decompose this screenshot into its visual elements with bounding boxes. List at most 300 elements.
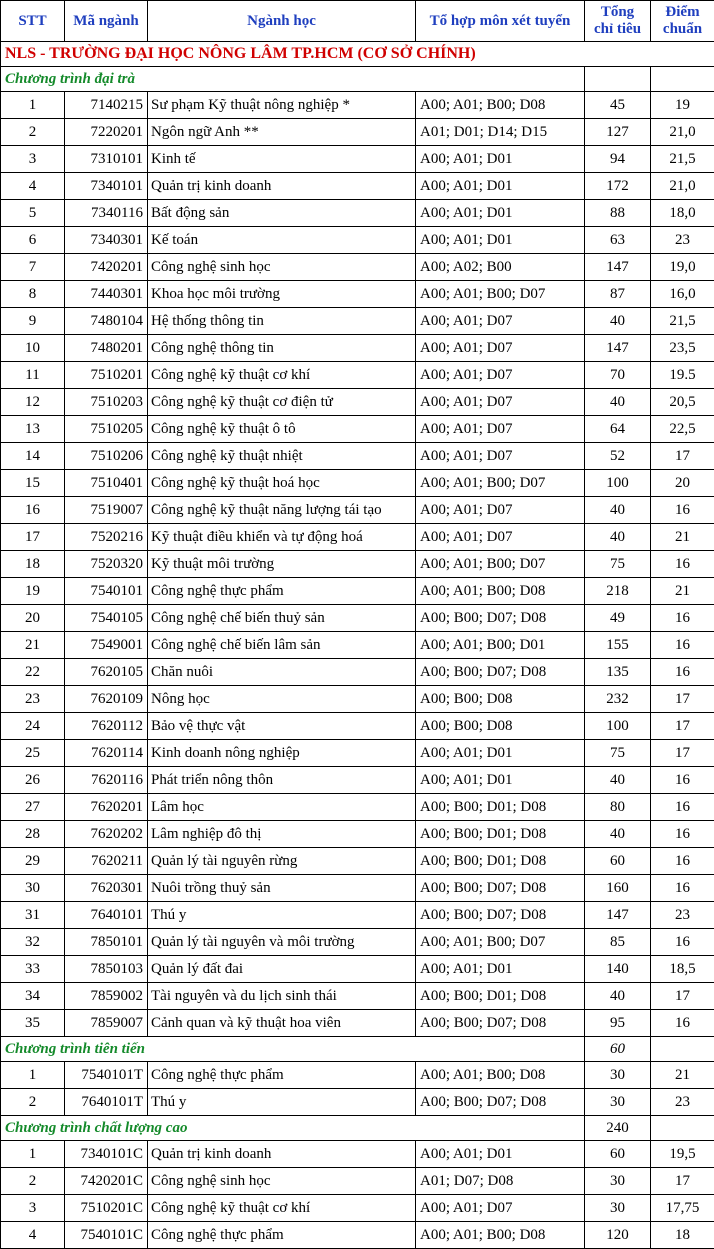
table-row — [1, 848, 714, 875]
cell-major: Chăn nuôi — [148, 659, 416, 686]
cell-quota: 75 — [585, 740, 651, 767]
cell-stt: 32 — [1, 929, 65, 956]
cell-code: 7540105 — [65, 605, 148, 632]
cell-quota: 75 — [585, 551, 651, 578]
section-title: Chương trình tiên tiến — [1, 1037, 585, 1062]
cell-score: 17 — [651, 983, 714, 1010]
cell-stt: 2 — [1, 119, 65, 146]
cell-code: 7859007 — [65, 1010, 148, 1037]
cell-combos: A00; B00; D08 — [416, 713, 585, 740]
cell-quota: 147 — [585, 335, 651, 362]
cell-score: 21,5 — [651, 308, 714, 335]
cell-score: 17 — [651, 443, 714, 470]
cell-combos: A00; A01; B00; D07 — [416, 929, 585, 956]
table-body — [1, 42, 714, 1249]
section-header-row — [1, 67, 714, 92]
cell-major: Tài nguyên và du lịch sinh thái — [148, 983, 416, 1010]
cell-stt: 17 — [1, 524, 65, 551]
table-row — [1, 1168, 714, 1195]
header-quota-line2: chỉ tiêu — [594, 21, 641, 37]
header-stt: STT — [1, 1, 65, 42]
cell-score: 19,5 — [651, 1141, 714, 1168]
cell-combos: A01; D01; D14; D15 — [416, 119, 585, 146]
cell-score: 16 — [651, 821, 714, 848]
table-row — [1, 713, 714, 740]
cell-combos: A00; A01; D07 — [416, 443, 585, 470]
table-row — [1, 173, 714, 200]
section-quota: 60 — [585, 1037, 651, 1062]
cell-stt: 4 — [1, 1222, 65, 1249]
table-row — [1, 956, 714, 983]
cell-code: 7510203 — [65, 389, 148, 416]
cell-combos: A00; A01; D07 — [416, 497, 585, 524]
cell-quota: 40 — [585, 767, 651, 794]
cell-stt: 3 — [1, 146, 65, 173]
cell-combos: A00; B00; D07; D08 — [416, 1010, 585, 1037]
cell-combos: A00; A01; B00; D08 — [416, 92, 585, 119]
cell-major: Công nghệ thực phẩm — [148, 578, 416, 605]
cell-code: 7420201 — [65, 254, 148, 281]
cell-score: 23 — [651, 227, 714, 254]
cell-quota: 100 — [585, 470, 651, 497]
cell-combos: A00; A01; B00; D07 — [416, 281, 585, 308]
cell-score: 20,5 — [651, 389, 714, 416]
cell-quota: 49 — [585, 605, 651, 632]
cell-quota: 160 — [585, 875, 651, 902]
cell-stt: 24 — [1, 713, 65, 740]
cell-code: 7620109 — [65, 686, 148, 713]
cell-code: 7520320 — [65, 551, 148, 578]
cell-stt: 3 — [1, 1195, 65, 1222]
table-row — [1, 551, 714, 578]
cell-stt: 1 — [1, 1062, 65, 1089]
section-score-empty — [651, 1116, 714, 1141]
cell-major: Công nghệ chế biến thuỷ sản — [148, 605, 416, 632]
cell-stt: 2 — [1, 1089, 65, 1116]
school-title-row — [1, 42, 714, 67]
table-row — [1, 335, 714, 362]
cell-stt: 23 — [1, 686, 65, 713]
section-quota — [585, 67, 651, 92]
cell-major: Công nghệ kỹ thuật năng lượng tái tạo — [148, 497, 416, 524]
cell-major: Bảo vệ thực vật — [148, 713, 416, 740]
cell-quota: 40 — [585, 983, 651, 1010]
cell-code: 7520216 — [65, 524, 148, 551]
cell-quota: 40 — [585, 389, 651, 416]
table-row — [1, 659, 714, 686]
cell-major: Nông học — [148, 686, 416, 713]
cell-code: 7480104 — [65, 308, 148, 335]
cell-combos: A00; A01; D01 — [416, 767, 585, 794]
cell-quota: 52 — [585, 443, 651, 470]
cell-stt: 12 — [1, 389, 65, 416]
cell-stt: 4 — [1, 173, 65, 200]
cell-code: 7519007 — [65, 497, 148, 524]
section-header-row — [1, 1037, 714, 1062]
cell-score: 22,5 — [651, 416, 714, 443]
cell-score: 16,0 — [651, 281, 714, 308]
cell-major: Công nghệ sinh học — [148, 1168, 416, 1195]
cell-combos: A00; B00; D01; D08 — [416, 983, 585, 1010]
cell-stt: 9 — [1, 308, 65, 335]
cell-major: Kỹ thuật môi trường — [148, 551, 416, 578]
cell-score: 21,0 — [651, 173, 714, 200]
header-score — [651, 1, 714, 42]
cell-code: 7850101 — [65, 929, 148, 956]
cell-combos: A00; A01; D01 — [416, 227, 585, 254]
cell-score: 21,0 — [651, 119, 714, 146]
table-row — [1, 416, 714, 443]
table-row — [1, 1010, 714, 1037]
cell-major: Công nghệ thực phẩm — [148, 1062, 416, 1089]
cell-major: Kinh tế — [148, 146, 416, 173]
cell-major: Công nghệ kỹ thuật nhiệt — [148, 443, 416, 470]
cell-stt: 33 — [1, 956, 65, 983]
cell-code: 7510206 — [65, 443, 148, 470]
cell-score: 16 — [651, 848, 714, 875]
cell-major: Cảnh quan và kỹ thuật hoa viên — [148, 1010, 416, 1037]
table-row — [1, 524, 714, 551]
cell-score: 17 — [651, 740, 714, 767]
cell-score: 18 — [651, 1222, 714, 1249]
cell-score: 17 — [651, 1168, 714, 1195]
cell-quota: 60 — [585, 848, 651, 875]
cell-quota: 127 — [585, 119, 651, 146]
table-row — [1, 605, 714, 632]
table-row — [1, 308, 714, 335]
table-row — [1, 470, 714, 497]
cell-score: 16 — [651, 767, 714, 794]
cell-score: 19.5 — [651, 362, 714, 389]
cell-code: 7420201C — [65, 1168, 148, 1195]
section-score-empty — [651, 1037, 714, 1062]
table-row — [1, 875, 714, 902]
cell-quota: 30 — [585, 1089, 651, 1116]
cell-code: 7220201 — [65, 119, 148, 146]
cell-combos: A00; B00; D01; D08 — [416, 794, 585, 821]
cell-major: Công nghệ kỹ thuật hoá học — [148, 470, 416, 497]
cell-combos: A00; A01; B00; D08 — [416, 578, 585, 605]
cell-quota: 30 — [585, 1062, 651, 1089]
cell-quota: 70 — [585, 362, 651, 389]
cell-combos: A00; B00; D08 — [416, 686, 585, 713]
cell-quota: 40 — [585, 497, 651, 524]
cell-quota: 95 — [585, 1010, 651, 1037]
cell-combos: A00; B00; D07; D08 — [416, 902, 585, 929]
table-row — [1, 578, 714, 605]
cell-quota: 140 — [585, 956, 651, 983]
section-score-empty — [651, 67, 714, 92]
table-row — [1, 200, 714, 227]
cell-code: 7620202 — [65, 821, 148, 848]
cell-code: 7640101 — [65, 902, 148, 929]
cell-major: Công nghệ thông tin — [148, 335, 416, 362]
table-row — [1, 227, 714, 254]
cell-quota: 63 — [585, 227, 651, 254]
cell-quota: 40 — [585, 821, 651, 848]
table-row — [1, 1222, 714, 1249]
cell-score: 16 — [651, 929, 714, 956]
cell-major: Quản lý tài nguyên rừng — [148, 848, 416, 875]
cell-stt: 31 — [1, 902, 65, 929]
cell-score: 20 — [651, 470, 714, 497]
cell-quota: 100 — [585, 713, 651, 740]
cell-score: 16 — [651, 551, 714, 578]
cell-major: Quản trị kinh doanh — [148, 1141, 416, 1168]
cell-combos: A00; A01; D07 — [416, 389, 585, 416]
school-title: NLS - TRƯỜNG ĐẠI HỌC NÔNG LÂM TP.HCM (CƠ SỞ CHÍNH) — [1, 42, 714, 67]
cell-code: 7540101T — [65, 1062, 148, 1089]
header-quota — [585, 1, 651, 42]
cell-score: 23 — [651, 902, 714, 929]
cell-quota: 40 — [585, 308, 651, 335]
cell-major: Quản trị kinh doanh — [148, 173, 416, 200]
cell-code: 7620105 — [65, 659, 148, 686]
cell-code: 7140215 — [65, 92, 148, 119]
header-major: Ngành học — [148, 1, 416, 42]
cell-stt: 34 — [1, 983, 65, 1010]
cell-stt: 13 — [1, 416, 65, 443]
cell-quota: 80 — [585, 794, 651, 821]
cell-combos: A00; A01; B00; D07 — [416, 470, 585, 497]
table-row — [1, 389, 714, 416]
cell-major: Nuôi trồng thuỷ sản — [148, 875, 416, 902]
cell-combos: A00; B00; D07; D08 — [416, 1089, 585, 1116]
cell-score: 16 — [651, 1010, 714, 1037]
cell-score: 16 — [651, 605, 714, 632]
cell-combos: A00; A01; D07 — [416, 416, 585, 443]
cell-stt: 1 — [1, 92, 65, 119]
cell-code: 7850103 — [65, 956, 148, 983]
cell-score: 17 — [651, 686, 714, 713]
section-header-row — [1, 1116, 714, 1141]
cell-stt: 15 — [1, 470, 65, 497]
cell-quota: 172 — [585, 173, 651, 200]
cell-code: 7440301 — [65, 281, 148, 308]
section-title: Chương trình đại trà — [1, 67, 585, 92]
cell-combos: A00; A01; D01 — [416, 200, 585, 227]
cell-quota: 87 — [585, 281, 651, 308]
cell-stt: 16 — [1, 497, 65, 524]
cell-major: Thú y — [148, 1089, 416, 1116]
cell-score: 16 — [651, 659, 714, 686]
cell-code: 7620112 — [65, 713, 148, 740]
cell-score: 18,5 — [651, 956, 714, 983]
cell-combos: A00; A01; D07 — [416, 1195, 585, 1222]
cell-stt: 35 — [1, 1010, 65, 1037]
cell-code: 7340101 — [65, 173, 148, 200]
table-row — [1, 497, 714, 524]
table-row — [1, 740, 714, 767]
cell-quota: 155 — [585, 632, 651, 659]
cell-code: 7620211 — [65, 848, 148, 875]
cell-stt: 14 — [1, 443, 65, 470]
cell-code: 7859002 — [65, 983, 148, 1010]
table-row — [1, 92, 714, 119]
cell-score: 21 — [651, 578, 714, 605]
cell-major: Ngôn ngữ Anh ** — [148, 119, 416, 146]
cell-combos: A00; A01; B00; D01 — [416, 632, 585, 659]
table-row — [1, 794, 714, 821]
cell-code: 7510401 — [65, 470, 148, 497]
cell-combos: A00; A01; B00; D08 — [416, 1062, 585, 1089]
cell-stt: 10 — [1, 335, 65, 362]
cell-major: Công nghệ chế biến lâm sản — [148, 632, 416, 659]
cell-major: Lâm học — [148, 794, 416, 821]
cell-combos: A00; A01; D01 — [416, 146, 585, 173]
cell-major: Quản lý tài nguyên và môi trường — [148, 929, 416, 956]
cell-quota: 94 — [585, 146, 651, 173]
cell-stt: 21 — [1, 632, 65, 659]
cell-stt: 2 — [1, 1168, 65, 1195]
cell-stt: 27 — [1, 794, 65, 821]
cell-combos: A00; A01; D07 — [416, 308, 585, 335]
cell-stt: 26 — [1, 767, 65, 794]
cell-code: 7620116 — [65, 767, 148, 794]
cell-major: Công nghệ sinh học — [148, 254, 416, 281]
cell-major: Phát triển nông thôn — [148, 767, 416, 794]
cell-major: Thú y — [148, 902, 416, 929]
cell-combos: A01; D07; D08 — [416, 1168, 585, 1195]
cell-code: 7340301 — [65, 227, 148, 254]
cell-score: 23 — [651, 1089, 714, 1116]
cell-major: Công nghệ kỹ thuật cơ khí — [148, 362, 416, 389]
cell-combos: A00; B00; D01; D08 — [416, 821, 585, 848]
table-row — [1, 1195, 714, 1222]
cell-combos: A00; A01; B00; D08 — [416, 1222, 585, 1249]
cell-stt: 7 — [1, 254, 65, 281]
table-row — [1, 1062, 714, 1089]
cell-major: Bất động sản — [148, 200, 416, 227]
cell-score: 21 — [651, 1062, 714, 1089]
cell-quota: 30 — [585, 1195, 651, 1222]
cell-major: Kinh doanh nông nghiệp — [148, 740, 416, 767]
cell-stt: 1 — [1, 1141, 65, 1168]
cell-major: Công nghệ kỹ thuật cơ điện tử — [148, 389, 416, 416]
cell-score: 19 — [651, 92, 714, 119]
cell-code: 7620301 — [65, 875, 148, 902]
cell-major: Sư phạm Kỹ thuật nông nghiệp * — [148, 92, 416, 119]
cell-combos: A00; A02; B00 — [416, 254, 585, 281]
cell-combos: A00; B00; D01; D08 — [416, 848, 585, 875]
cell-combos: A00; A01; D07 — [416, 362, 585, 389]
cell-code: 7540101C — [65, 1222, 148, 1249]
cell-quota: 40 — [585, 524, 651, 551]
cell-code: 7310101 — [65, 146, 148, 173]
table-row — [1, 254, 714, 281]
header-score-line2: chuẩn — [663, 21, 702, 37]
cell-combos: A00; B00; D07; D08 — [416, 659, 585, 686]
cell-quota: 60 — [585, 1141, 651, 1168]
table-row — [1, 632, 714, 659]
cell-code: 7340101C — [65, 1141, 148, 1168]
cell-score: 16 — [651, 875, 714, 902]
header-combos: Tổ hợp môn xét tuyển — [416, 1, 585, 42]
table-row — [1, 281, 714, 308]
cell-score: 17 — [651, 713, 714, 740]
cell-score: 23,5 — [651, 335, 714, 362]
cell-stt: 29 — [1, 848, 65, 875]
cell-quota: 147 — [585, 902, 651, 929]
cell-major: Kế toán — [148, 227, 416, 254]
table-row — [1, 767, 714, 794]
cell-code: 7510201 — [65, 362, 148, 389]
cell-stt: 20 — [1, 605, 65, 632]
cell-combos: A00; A01; D01 — [416, 740, 585, 767]
cell-quota: 120 — [585, 1222, 651, 1249]
cell-major: Kỹ thuật điều khiển và tự động hoá — [148, 524, 416, 551]
cell-stt: 25 — [1, 740, 65, 767]
cell-stt: 11 — [1, 362, 65, 389]
cell-combos: A00; A01; D01 — [416, 173, 585, 200]
cell-stt: 22 — [1, 659, 65, 686]
cell-code: 7480201 — [65, 335, 148, 362]
cell-score: 21,5 — [651, 146, 714, 173]
table-row — [1, 821, 714, 848]
cell-combos: A00; A01; B00; D07 — [416, 551, 585, 578]
cell-score: 16 — [651, 497, 714, 524]
cell-code: 7620201 — [65, 794, 148, 821]
cell-quota: 45 — [585, 92, 651, 119]
cell-code: 7540101 — [65, 578, 148, 605]
cell-stt: 30 — [1, 875, 65, 902]
table-row — [1, 119, 714, 146]
header-quota-line1: Tổng — [601, 4, 634, 20]
cell-combos: A00; B00; D07; D08 — [416, 605, 585, 632]
cell-combos: A00; B00; D07; D08 — [416, 875, 585, 902]
cell-stt: 28 — [1, 821, 65, 848]
cell-combos: A00; A01; D07 — [416, 335, 585, 362]
cell-quota: 147 — [585, 254, 651, 281]
cell-code: 7510205 — [65, 416, 148, 443]
cell-stt: 18 — [1, 551, 65, 578]
table-row — [1, 146, 714, 173]
cell-score: 18,0 — [651, 200, 714, 227]
table-row — [1, 1141, 714, 1168]
cell-major: Quản lý đất đai — [148, 956, 416, 983]
cell-major: Lâm nghiệp đô thị — [148, 821, 416, 848]
cell-score: 17,75 — [651, 1195, 714, 1222]
table-row — [1, 362, 714, 389]
cell-major: Công nghệ thực phẩm — [148, 1222, 416, 1249]
cell-code: 7510201C — [65, 1195, 148, 1222]
cell-stt: 19 — [1, 578, 65, 605]
cell-code: 7640101T — [65, 1089, 148, 1116]
cell-major: Hệ thống thông tin — [148, 308, 416, 335]
cell-quota: 85 — [585, 929, 651, 956]
cell-major: Công nghệ kỹ thuật cơ khí — [148, 1195, 416, 1222]
section-title: Chương trình chất lượng cao — [1, 1116, 585, 1141]
header-score-line1: Điểm — [665, 4, 699, 20]
cell-code: 7549001 — [65, 632, 148, 659]
table-row — [1, 983, 714, 1010]
table-row — [1, 443, 714, 470]
cell-score: 19,0 — [651, 254, 714, 281]
cell-combos: A00; A01; D01 — [416, 956, 585, 983]
section-quota: 240 — [585, 1116, 651, 1141]
cell-score: 16 — [651, 632, 714, 659]
cell-quota: 218 — [585, 578, 651, 605]
cell-quota: 88 — [585, 200, 651, 227]
cell-quota: 232 — [585, 686, 651, 713]
table-row — [1, 1089, 714, 1116]
table-row — [1, 929, 714, 956]
cell-code: 7620114 — [65, 740, 148, 767]
cell-score: 21 — [651, 524, 714, 551]
cell-quota: 135 — [585, 659, 651, 686]
header-row — [1, 1, 714, 42]
cell-stt: 5 — [1, 200, 65, 227]
